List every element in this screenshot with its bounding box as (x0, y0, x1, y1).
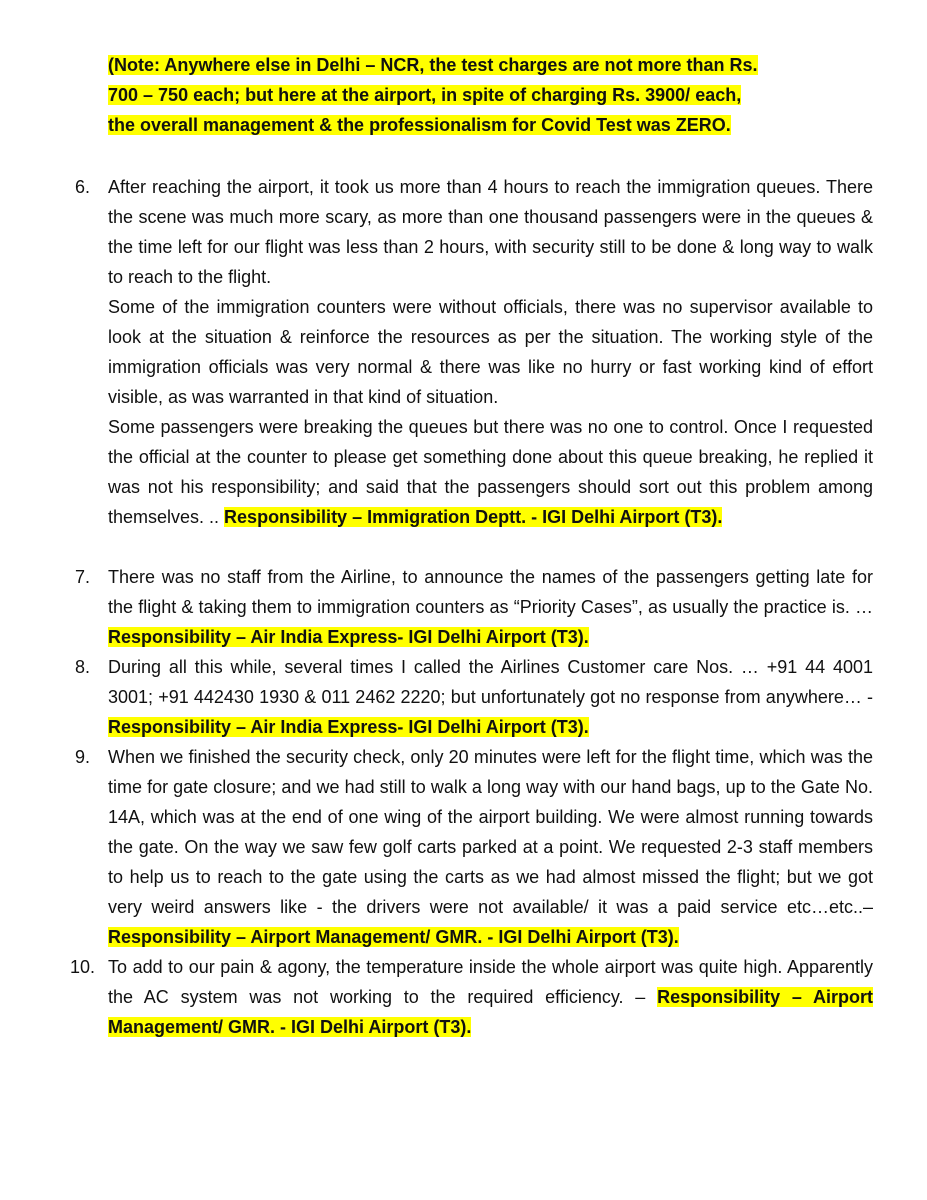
paragraph-customer-care (108, 652, 873, 742)
item-number: 8. (75, 657, 91, 677)
paragraph-text: Some passengers were breaking the queues but there was no one to control. Once I requested the official at the counter to please get something done about this queue breaking, he replied it was not his responsibility; and said that the passengers should sort out this problem among themselves. .. (108, 417, 873, 527)
complaint-list (0, 172, 927, 1042)
paragraph-text: There was no staff from the Airline, to announce the names of the passengers getting late for the flight & taking them to immigration counters as “Priority Cases”, as usually the practice is. … (108, 567, 873, 617)
responsibility-highlight: Responsibility – Air India Express- IGI Delhi Airport (T3). (108, 717, 589, 737)
list-item-8 (0, 652, 927, 742)
item-number: 6. (75, 177, 91, 197)
list-item-9 (0, 742, 927, 952)
paragraph-temperature (108, 952, 873, 1042)
list-item-10 (0, 952, 927, 1042)
note-highlight: (Note: Anywhere else in Delhi – NCR, the test charges are not more than Rs. 700 – 750 each; but here at the airport, in spite of charging Rs. 3900/ each, the overall management & the professionalism for Covid Test was ZERO. (108, 55, 758, 135)
item-body (108, 172, 873, 532)
paragraph-security-check (108, 742, 873, 952)
item-number: 7. (75, 567, 91, 587)
item-number: 10. (70, 957, 96, 977)
responsibility-highlight: Responsibility – Airport Management/ GMR. - IGI Delhi Airport (T3). (108, 987, 874, 1037)
paragraph-immigration-counters: Some of the immigration counters were without officials, there was no supervisor available to look at the situation & reinforce the resources as per the situation. The working style of the immigration officials was very normal & there was like no hurry or fast working kind of effort visible, as was warranted in that kind of situation. (108, 297, 873, 407)
responsibility-highlight: Responsibility – Immigration Deptt. - IGI Delhi Airport (T3). (224, 507, 723, 527)
paragraph-queue-breaking (108, 412, 873, 532)
paragraph-gap (0, 532, 927, 562)
paragraph-immigration-queues: After reaching the airport, it took us more than 4 hours to reach the immigration queues. There the scene was much more scary, as more than one thousand passengers were in the queues & the time left for our flight was less than 2 hours, with security still to be done & long way to walk to reach to the flight. (108, 177, 873, 287)
item-number: 9. (75, 747, 91, 767)
responsibility-highlight: Responsibility – Air India Express- IGI Delhi Airport (T3). (108, 627, 589, 647)
paragraph-text: When we finished the security check, only 20 minutes were left for the flight time, which was the time for gate closure; and we had still to walk a long way with our hand bags, up to the Gate No. 14A, which was at the end of one wing of the airport building. We were almost running towards the gate. On the way we saw few golf carts parked at a point. We requested 2-3 staff members to help us to reach to the gate using the carts as we had almost missed the flight; but we got very weird answers like - the drivers were not available/ it was a paid service etc…etc..– (108, 747, 873, 917)
item-body (108, 562, 873, 652)
covid-test-note (108, 50, 768, 140)
item-body (108, 742, 873, 952)
paragraph-airline-staff (108, 562, 873, 652)
list-item-6 (0, 172, 927, 532)
responsibility-highlight: Responsibility – Airport Management/ GMR. - IGI Delhi Airport (T3). (108, 927, 679, 947)
item-body (108, 952, 873, 1042)
list-item-7 (0, 562, 927, 652)
paragraph-text: During all this while, several times I called the Airlines Customer care Nos. … +91 44 4001 3001; +91 442430 1930 & 011 2462 2220; but unfortunately got no response from anywhere… - (108, 657, 873, 707)
item-body (108, 652, 873, 742)
paragraph-text: To add to our pain & agony, the temperature inside the whole airport was quite high. Apparently the AC system was not working to the required efficiency. – (108, 957, 873, 1007)
